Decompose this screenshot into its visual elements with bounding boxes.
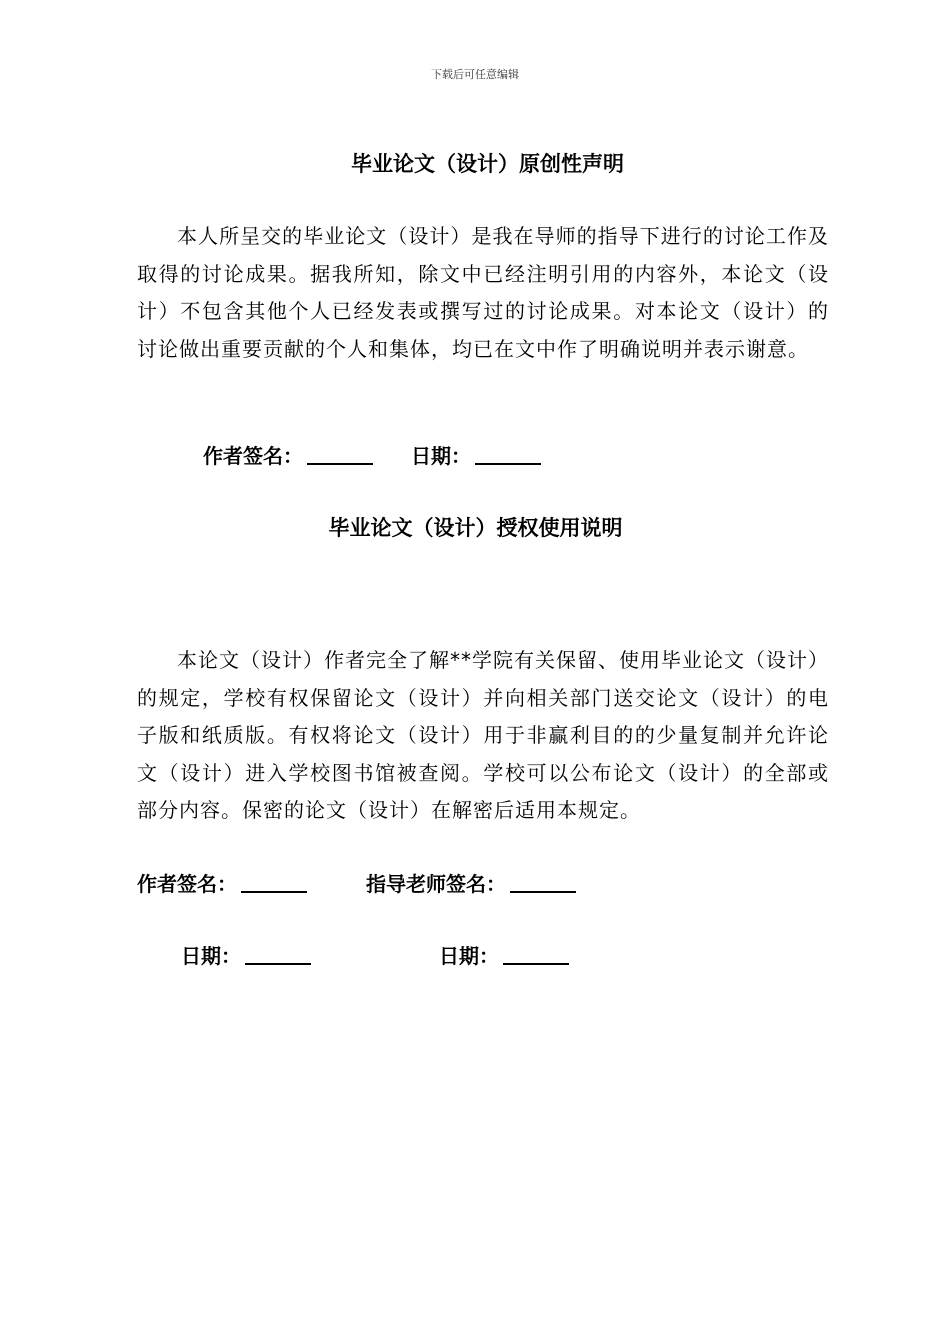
author-date-line bbox=[181, 940, 311, 969]
author-signature-label-2: 作者签名： bbox=[137, 872, 237, 896]
author-signature-blank-2 bbox=[241, 873, 307, 893]
advisor-date-line bbox=[439, 940, 569, 969]
author-signature-label: 作者签名： bbox=[203, 444, 303, 468]
authorization-title: 毕业论文（设计）授权使用说明 bbox=[328, 516, 623, 540]
originality-statement-body: 本人所呈交的毕业论文（设计）是我在导师的指导下进行的讨论工作及取得的讨论成果。据我所知，除文中已经注明引用的内容外，本论文（设计）不包含其他个人已经发表或撰写过的讨论成果。对本论文（设计）的讨论做出重要贡献的个人和集体，均已在文中作了明确说明并表示谢意。 bbox=[137, 224, 829, 361]
date-line bbox=[411, 440, 541, 469]
advisor-signature-blank bbox=[510, 873, 576, 893]
author-signature-line bbox=[203, 440, 373, 469]
author-signature-line-2 bbox=[137, 868, 307, 897]
advisor-date-blank bbox=[503, 945, 569, 965]
advisor-date-label: 日期： bbox=[439, 944, 499, 968]
author-date-label: 日期： bbox=[181, 944, 241, 968]
originality-statement-title: 毕业论文（设计）原创性声明 bbox=[351, 152, 624, 176]
author-date-blank bbox=[245, 945, 311, 965]
author-signature-blank bbox=[307, 445, 373, 465]
advisor-signature-label: 指导老师签名： bbox=[366, 872, 506, 896]
advisor-signature-line bbox=[366, 868, 576, 897]
authorization-body: 本论文（设计）作者完全了解**学院有关保留、使用毕业论文（设计）的规定，学校有权保留论文（设计）并向相关部门送交论文（设计）的电子版和纸质版。有权将论文（设计）用于非赢利目的的少量复制并允许论文（设计）进入学校图书馆被查阅。学校可以公布论文（设计）的全部或部分内容。保密的论文（设计）在解密后适用本规定。 bbox=[137, 648, 829, 822]
date-label: 日期： bbox=[411, 444, 471, 468]
header-note: 下载后可任意编辑 bbox=[431, 68, 519, 81]
date-blank bbox=[475, 445, 541, 465]
